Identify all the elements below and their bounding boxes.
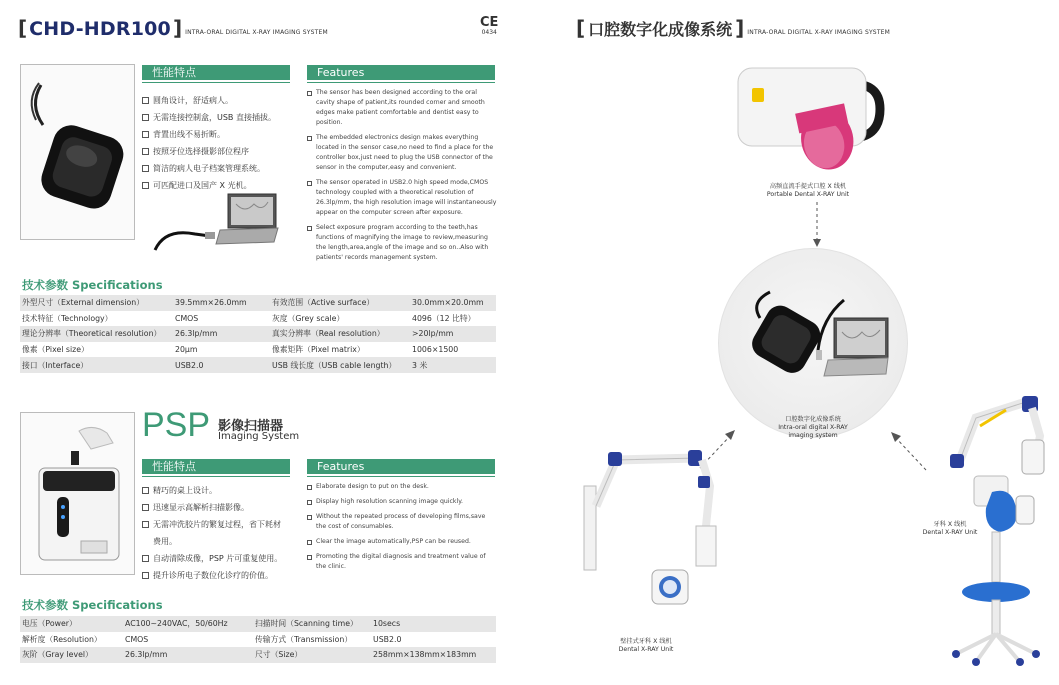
list-item: 圆角设计，舒适病人。 — [142, 92, 292, 109]
checkbox-icon — [307, 136, 312, 141]
checkbox-icon — [142, 504, 149, 511]
sensor-features-en-list — [307, 88, 497, 268]
table-row: 接口（Interface） USB2.0 USB 线长度（USB cable length） 3 米 — [20, 357, 496, 373]
checkbox-icon — [307, 181, 312, 186]
checkbox-icon — [142, 165, 149, 172]
psp-features-en-list — [307, 482, 497, 577]
checkbox-icon — [142, 182, 149, 189]
divider — [307, 476, 495, 477]
ce-certification — [480, 16, 498, 36]
checkbox-icon — [307, 555, 312, 560]
dental-unit-label: 牙科 X 线机 Dental X-RAY Unit — [922, 521, 978, 536]
table-row: 技术特征（Technology） CMOS 灰度（Grey scale） 4096（12 比特） — [20, 311, 496, 327]
checkbox-icon — [142, 114, 149, 121]
center-system-label: 口腔数字化成像系统 Intra-oral digital X-RAY imaging system — [778, 416, 848, 439]
left-header — [18, 16, 328, 40]
list-item: 精巧的桌上设计。 — [142, 482, 297, 499]
psp-features-en-heading: Features — [307, 459, 495, 474]
right-page — [530, 0, 1059, 685]
psp-spec-table — [20, 616, 496, 663]
list-item: 背置出线不易折断。 — [142, 126, 292, 143]
divider — [142, 82, 290, 83]
laptop-image — [150, 190, 280, 258]
right-title-cn: 口腔数字化成像系统 — [588, 20, 733, 39]
portable-unit-label: 高频直流手提式口腔 X 线机 Portable Dental X-RAY Unit — [766, 183, 850, 198]
wall-xray-image — [578, 446, 728, 636]
list-item: Without the repeated process of developing films,save the cost of consumables. — [307, 512, 497, 532]
portable-xray-image — [730, 64, 890, 182]
arrow-up-left-icon — [888, 430, 928, 472]
checkbox-icon — [142, 148, 149, 155]
sensor-features-cn-heading: 性能特点 — [142, 65, 290, 80]
table-row: 外型尺寸（External dimension） 39.5mm×26.0mm 有效范围（Active surface） 30.0mm×20.0mm — [20, 295, 496, 311]
list-item: 可匹配进口及国产 X 光机。 — [142, 177, 292, 194]
list-item: 按照牙位选择摄影部位程序 — [142, 143, 292, 160]
sensor-spec-title: 技术参数 Specifications — [22, 278, 163, 292]
psp-scanner-image — [21, 413, 136, 576]
table-row: 解析度（Resolution） CMOS 传输方式（Transmission） USB2.0 — [20, 632, 496, 648]
psp-title-en: Imaging System — [218, 431, 300, 442]
wall-unit-label: 壁挂式牙科 X 线机 Dental X-RAY Unit — [618, 638, 674, 653]
psp-scanner-photo — [20, 412, 135, 575]
table-row: 灰阶（Gray level） 26.3lp/mm 尺寸（Size） 258mm×138mm×183mm — [20, 647, 496, 663]
list-item: 提升诊所电子数位化诊疗的价值。 — [142, 567, 297, 584]
bracket-close: ] — [172, 16, 183, 40]
psp-title-cn: 影像扫描器 — [218, 419, 284, 434]
list-item: 无需连接控制盒，USB 直接插拔。 — [142, 109, 292, 126]
list-item: The sensor operated in USB2.0 high speed mode,CMOS technology coupled with a theoretical resolution of 26.3lp/mm, the high resolution image will instantaneously appear on the computer screen after exposure. — [307, 178, 497, 218]
checkbox-icon — [142, 97, 149, 104]
divider — [142, 476, 290, 477]
ce-number: 0434 — [481, 29, 497, 36]
checkbox-icon — [307, 540, 312, 545]
checkbox-icon — [142, 521, 149, 528]
list-item: 无需冲洗胶片的繁复过程，省下耗材 — [142, 516, 297, 533]
bracket-open: [ — [18, 16, 28, 40]
arrow-down-icon — [812, 202, 822, 248]
list-item: Elaborate design to put on the desk. — [307, 482, 497, 492]
list-item: 自动清除成像，PSP 片可重复使用。 — [142, 550, 297, 567]
sensor-spec-table — [20, 295, 496, 373]
sensor-laptop-image — [740, 278, 890, 388]
list-item: 迅速显示高解析扫描影像。 — [142, 499, 297, 516]
list-item: Select exposure program according to the teeth,has functions of magnifying the image to review,measuring the length,area,angle of the image and so on..Also with patients' records management system. — [307, 223, 497, 263]
header-subtitle: INTRA-ORAL DIGITAL X-RAY IMAGING SYSTEM — [185, 29, 328, 36]
ce-mark: CE — [480, 15, 499, 30]
checkbox-icon — [142, 572, 149, 579]
list-item: Promoting the digital diagnosis and treatment value of the clinic. — [307, 552, 497, 572]
sensor-features-en-heading: Features — [307, 65, 495, 80]
bracket-open: [ — [576, 16, 586, 40]
checkbox-icon — [142, 487, 149, 494]
model-name: CHD-HDR100 — [29, 18, 171, 40]
list-item: 简洁的病人电子档案管理系统。 — [142, 160, 292, 177]
bracket-close: ] — [735, 16, 745, 40]
list-item: The sensor has been designed according to the oral cavity shape of patient,its rounded corner and smooth edges make patient comfortable and dentist easy to position. — [307, 88, 497, 128]
sensor-photo — [20, 64, 135, 240]
checkbox-icon — [307, 500, 312, 505]
psp-spec-title: 技术参数 Specifications — [22, 598, 163, 612]
checkbox-icon — [307, 515, 312, 520]
right-header — [576, 16, 890, 40]
checkbox-icon — [307, 226, 312, 231]
sensor-features-cn-list — [142, 92, 292, 194]
psp-features-cn-heading: 性能特点 — [142, 459, 290, 474]
sensor-image — [21, 65, 136, 241]
list-item: The embedded electronics design makes everything located in the sensor case,no need to find a place for the controller box,just need to plug the USB connector of the sensor in the computer,easy and convenient. — [307, 133, 497, 173]
checkbox-icon — [307, 91, 312, 96]
checkbox-icon — [307, 485, 312, 490]
list-item: Display high resolution scanning image quickly. — [307, 497, 497, 507]
divider — [307, 82, 495, 83]
list-item: Clear the image automatically,PSP can be reused. — [307, 537, 497, 547]
table-row: 理论分辨率（Theoretical resolution） 26.3lp/mm 真实分辨率（Real resolution） >20lp/mm — [20, 326, 496, 342]
list-item: 费用。 — [153, 537, 177, 546]
psp-title: PSP — [142, 406, 211, 444]
checkbox-icon — [142, 131, 149, 138]
psp-features-cn-list — [142, 482, 297, 584]
checkbox-icon — [142, 555, 149, 562]
table-row: 电压（Power） AC100~240VAC，50/60Hz 扫描时间（Scanning time） 10secs — [20, 616, 496, 632]
table-row: 像素（Pixel size） 20μm 像素矩阵（Pixel matrix） 1006×1500 — [20, 342, 496, 358]
header-subtitle: INTRA-ORAL DIGITAL X-RAY IMAGING SYSTEM — [747, 29, 891, 36]
